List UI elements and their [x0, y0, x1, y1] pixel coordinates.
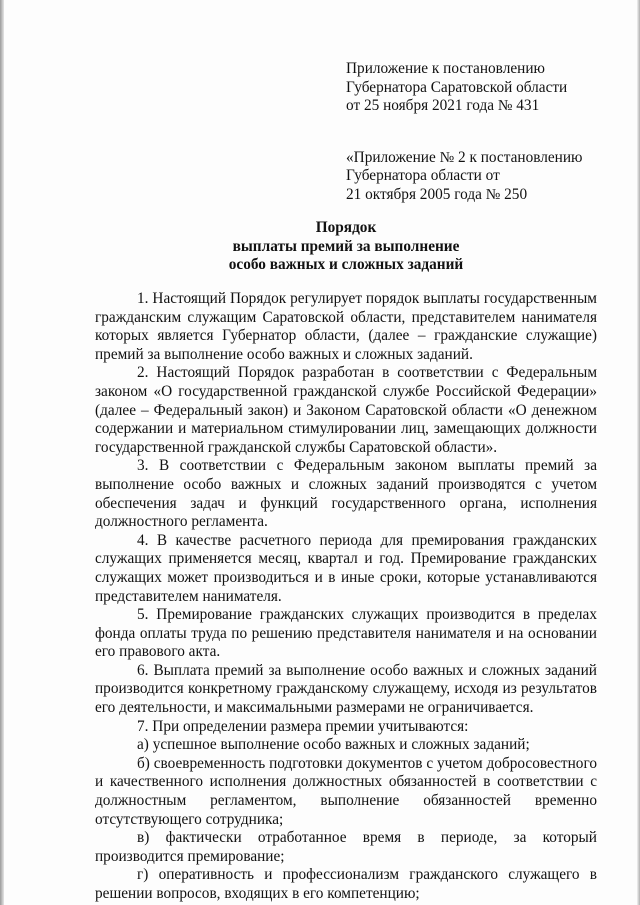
list-item-a: а) успешное выполнение особо важных и сложных заданий; [137, 736, 530, 754]
appendix-line: Губернатора области от [346, 167, 500, 184]
appendix-line: от 25 ноября 2021 года № 431 [346, 97, 540, 114]
appendix-line: 21 октября 2005 года № 250 [346, 185, 528, 203]
list-item-g: г) оперативность и профессионализм гражданского служащего в решении вопросов, входящих в его компетенцию; [95, 866, 597, 902]
list-item-v: в) фактически отработанное время в периоде, за который производится премирование; [95, 829, 597, 865]
title-line: особо важных и сложных заданий [228, 256, 464, 273]
appendix-line: Приложение к постановлению [346, 60, 545, 77]
document-title [100, 219, 592, 275]
document-body [95, 290, 597, 904]
title-line: выплаты премий за выполнение [232, 237, 460, 255]
paragraph-6: 6. Выплата премий за выполнение особо важных и сложных заданий производится конкретному гражданскому служащему, исходя из результатов его деятельности, и максимальными размерами не ограничивается. [95, 661, 597, 717]
paragraph-4: 4. В качестве расчетного периода для премирования гражданских служащих применяется месяц, квартал и год. Премирование гражданских служащих может производиться и в иные сроки, которые устанавливаются представителем нанимателя. [95, 531, 597, 605]
scan-edge-left [0, 0, 4, 905]
paragraph-5: 5. Премирование гражданских служащих производится в пределах фонда оплаты труда по решению представителя нанимателя и на основании его правового акта. [95, 606, 597, 661]
paragraph-3: 3. В соответствии с Федеральным законом выплаты премий за выполнение особо важных и сложных заданий производятся с учетом обеспечения задач и функций государственного органа, исполнения должностного регламента. [95, 457, 597, 531]
title-line: Порядок [315, 219, 377, 236]
paragraph-1: 1. Настоящий Порядок регулирует порядок выплаты государственным гражданским служащим Саратовской области, представителем нанимателя которых является Губернатор области, (далее – гражданские служащие) премий за выполнение особо важных и сложных заданий. [95, 290, 597, 363]
paragraph-7: 7. При определении размера премии учитываются: [137, 717, 469, 735]
paragraph-2: 2. Настоящий Порядок разработан в соответствии с Федеральным законом «О государственной гражданской службе Российской Федерации» (далее – Федеральный закон) и Законом Саратовской области «О денежном содержании и материальном стимулировании лиц, замещающих должности государственной гражданской службы Саратовской области». [95, 364, 597, 456]
appendix-header [346, 60, 626, 204]
appendix-line: Губернатора Саратовской области [346, 78, 568, 96]
list-item-b: б) своевременность подготовки документов с учетом добросовестного и качественного исполнения должностных обязанностей в соответствии с должностным регламентом, выполнение обязанностей временно отсутствующего сотрудника; [95, 754, 597, 828]
appendix-line: «Приложение № 2 к постановлению [346, 148, 583, 166]
